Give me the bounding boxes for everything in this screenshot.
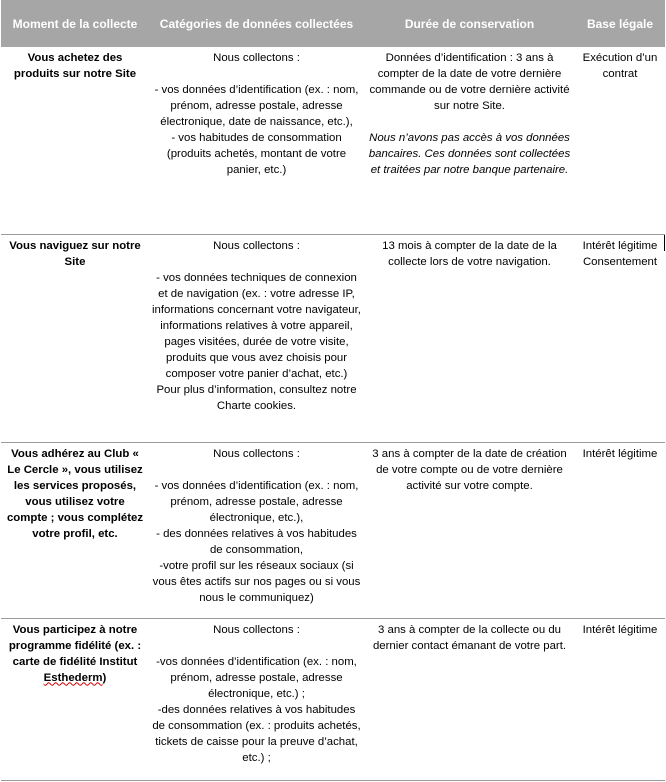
- row-categories: [149, 442, 364, 618]
- row-categories: [149, 234, 364, 442]
- text-line: 3 ans à compter de la collecte ou du dernier contact émanant de votre part.: [372, 623, 567, 652]
- row-categories: [149, 47, 364, 234]
- moment-text: Vous participez à notre programme fidélité (ex. : carte de fidélité Institut: [8, 623, 142, 668]
- brand-name: Esthederm: [43, 671, 103, 684]
- text-line: - vos données d’identification (ex. : nom, prénom, adresse postale, adresse électronique, date de naissance, etc.),: [154, 84, 359, 128]
- table-bottom-border: [1, 780, 665, 781]
- row-base: [575, 618, 665, 766]
- text-line: - vos habitudes de consommation (produits achetés, montant de votre panier, etc.): [166, 132, 347, 176]
- row-duree: [364, 234, 575, 442]
- row-duree: [364, 618, 575, 766]
- text-line: Intérêt légitime: [582, 447, 658, 460]
- text-line: 13 mois à compter de la date de la collecte lors de votre navigation.: [382, 239, 557, 268]
- text-line: -votre profil sur les réseaux sociaux (si vous êtes actifs sur nos pages ou si vous nous le communiquez): [152, 559, 361, 604]
- table-row: [1, 234, 665, 442]
- row-duree: [364, 47, 575, 234]
- row-moment: Vous adhérez au Club « Le Cercle », vous utilisez les services proposés, vous utilisez votre compte ; vous complétez votre profil, etc.: [1, 442, 149, 618]
- text-line: Intérêt légitime: [582, 623, 658, 636]
- row-moment: Vous achetez des produits sur notre Site: [1, 47, 149, 234]
- text-line: Nous collectons :: [213, 447, 300, 460]
- row-base: [575, 442, 665, 618]
- text-line: Exécution d’un contrat: [582, 52, 658, 80]
- text-line: Pour plus d’information, consultez notre Charte cookies.: [156, 383, 357, 412]
- text-line-italic: Nous n’avons pas accès à vos données bancaires. Ces données sont collectées et traitées par notre banque partenaire.: [368, 132, 571, 176]
- text-line: - vos données d’identification (ex. : nom, prénom, adresse postale, adresse électronique, etc.),: [154, 479, 359, 524]
- text-line: - vos données techniques de connexion et de navigation (ex. : votre adresse IP, informations concernant votre navigateur, informations relatives à votre appareil, pages visitées, durée de votre visite, produits que vous avez choisis pour composer votre panier d’achat, etc.): [152, 271, 361, 380]
- row-moment: [1, 618, 149, 766]
- header-categories: Catégories de données collectées: [149, 0, 364, 47]
- table-row: [1, 47, 665, 234]
- text-line: Consentement: [582, 255, 658, 268]
- table-header-row: [1, 0, 665, 47]
- text-line: 3 ans à compter de la date de création de votre compte ou de votre dernière activité sur votre compte.: [372, 447, 567, 492]
- moment-text-end: ): [102, 671, 107, 684]
- header-base: Base légale: [575, 0, 665, 47]
- header-moment: Moment de la collecte: [1, 0, 149, 47]
- text-line: Nous collectons :: [213, 52, 300, 64]
- text-line: Intérêt légitime: [582, 239, 658, 252]
- table-row: [1, 618, 665, 766]
- row-base: [575, 234, 665, 442]
- text-line: Nous collectons :: [213, 239, 300, 252]
- row-categories: [149, 618, 364, 766]
- row-base: [575, 47, 665, 234]
- row-duree: [364, 442, 575, 618]
- text-line: -vos données d’identification (ex. : nom, prénom, adresse postale, adresse électronique, etc.) ;: [156, 655, 357, 700]
- table-row: [1, 442, 665, 618]
- row-moment: Vous naviguez sur notre Site: [1, 234, 149, 442]
- text-cursor: [664, 235, 665, 251]
- text-line: Données d’identification : 3 ans à compter de la date de votre dernière commande ou de votre dernière activité sur notre Site.: [369, 52, 570, 112]
- text-line: -des données relatives à vos habitudes de consommation (ex. : produits achetés, tickets de caisse pour la preuve d’achat, etc.) ;: [152, 703, 361, 764]
- header-duree: Durée de conservation: [364, 0, 575, 47]
- text-line: Nous collectons :: [213, 623, 300, 636]
- data-collection-table: [1, 0, 665, 766]
- text-line: - des données relatives à vos habitudes de consommation,: [156, 527, 357, 556]
